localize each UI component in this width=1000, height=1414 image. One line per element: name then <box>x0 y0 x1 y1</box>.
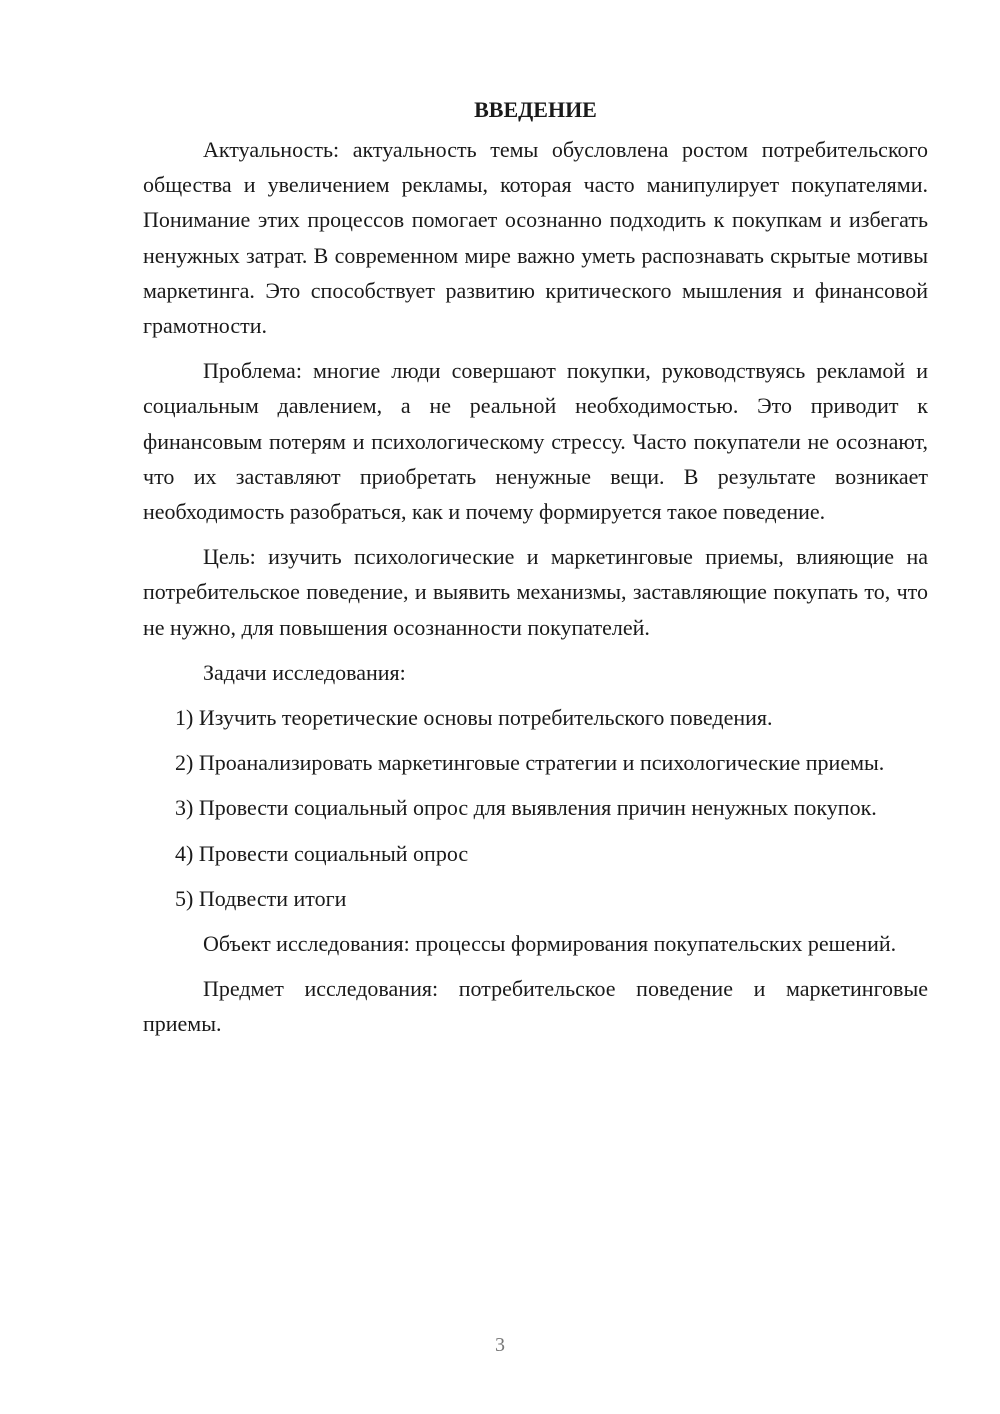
goal-paragraph: Цель: изучить психологические и маркетинговые приемы, влияющие на потребительское поведение, и выявить механизмы, заставляющие покупать то, что не нужно, для повышения осознанности покупателей. <box>143 544 928 640</box>
subject-paragraph: Предмет исследования: потребительское поведение и маркетинговые приемы. <box>143 976 928 1037</box>
relevance-paragraph: Актуальность: актуальность темы обусловлена ростом потребительского общества и увеличением рекламы, которая часто манипулирует покупателями. Понимание этих процессов помогает осознанно подходить к покупкам и избегать ненужных затрат. В современном мире важно уметь распознавать скрытые мотивы маркетинга. Это способствует развитию критического мышления и финансовой грамотности. <box>143 137 928 339</box>
document-page <box>143 92 928 1052</box>
task-item: 2) Проанализировать маркетинговые стратегии и психологические приемы. <box>175 750 885 776</box>
task-item: 4) Провести социальный опрос <box>175 840 469 866</box>
task-item: 5) Подвести итоги <box>175 885 347 911</box>
problem-paragraph: Проблема: многие люди совершают покупки, руководствуясь рекламой и социальным давлением, а не реальной необходимостью. Это приводит к финансовым потерям и психологическому стрессу. Часто покупатели не осознают, что их заставляют приобретать ненужные вещи. В результате возникает необходимость разобраться, как и почему формируется такое поведение. <box>143 358 928 525</box>
object-paragraph: Объект исследования: процессы формирования покупательских решений. <box>203 931 897 957</box>
task-item: 3) Провести социальный опрос для выявления причин ненужных покупок. <box>175 795 877 821</box>
task-item: 1) Изучить теоретические основы потребительского поведения. <box>175 705 773 731</box>
page-number: 3 <box>495 1334 505 1356</box>
tasks-heading: Задачи исследования: <box>203 659 406 685</box>
section-title: ВВЕДЕНИЕ <box>474 97 597 122</box>
